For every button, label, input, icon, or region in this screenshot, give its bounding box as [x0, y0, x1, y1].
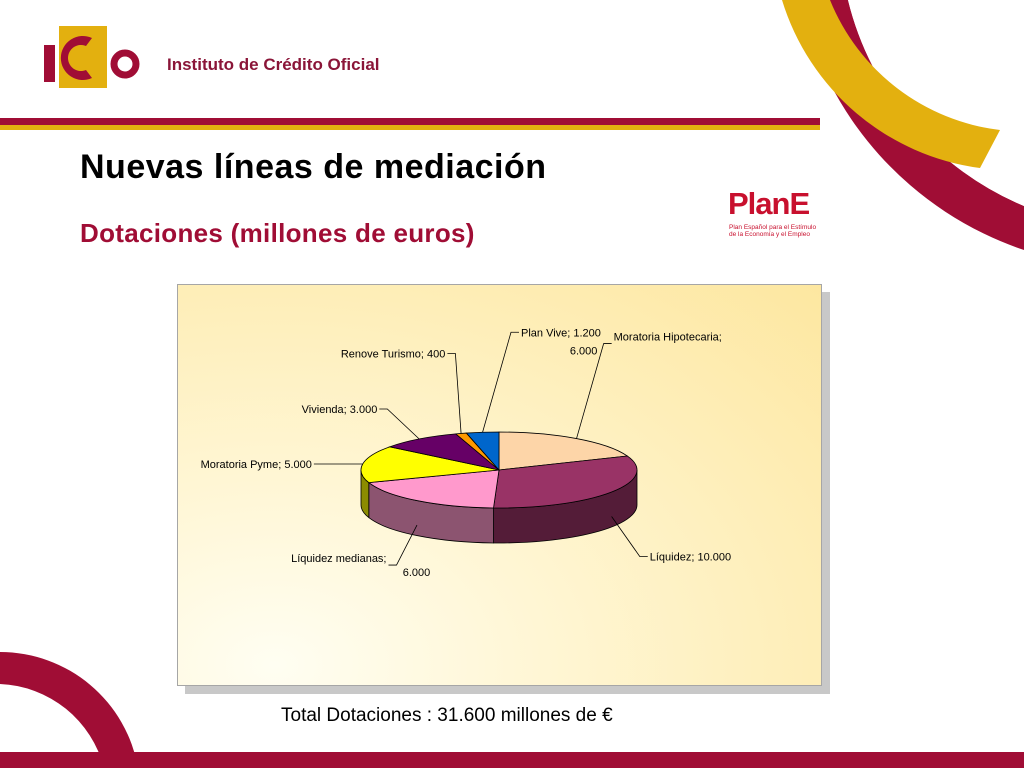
org-name: Instituto de Crédito Oficial: [167, 55, 380, 74]
pie-leader-renove-turismo-400: [447, 353, 461, 433]
plane-logo: [728, 182, 824, 244]
pie-chart: [178, 285, 821, 685]
plane-logo-caption: Plan Español para el Estímulo de la Economía y el Empleo: [729, 224, 817, 238]
pie-label-moratoria-pyme-5-000: Moratoria Pyme; 5.000: [200, 458, 312, 471]
pie-leader-vivienda-3-000: [379, 409, 419, 439]
footer-red-band: [0, 752, 1024, 768]
header-red-stripe: [0, 118, 820, 125]
chart-area: [177, 284, 822, 686]
pie-leader-moratoria-hipotecaria-6-000: [577, 344, 612, 439]
plane-logo-word: PlanE: [728, 186, 810, 221]
pie-label-renove-turismo-400: Renove Turismo; 400: [340, 348, 446, 361]
pie-label-liquidez-medianas-6-000: Líquidez medianas;6.000: [291, 553, 431, 580]
header-yellow-stripe: [0, 125, 820, 130]
pie-label-vivienda-3-000: Vivienda; 3.000: [301, 403, 378, 416]
page-title: Nuevas líneas de mediación: [80, 148, 547, 186]
pie-leader-plan-vive-1-200: [483, 332, 519, 432]
pie-label-plan-vive-1-200: Plan Vive; 1.200: [521, 327, 601, 340]
pie-label-liquidez-10-000: Líquidez; 10.000: [649, 551, 732, 564]
page-subtitle: Dotaciones (millones de euros): [80, 218, 475, 248]
total-footer: Total Dotaciones : 31.600 millones de €: [281, 705, 613, 726]
ico-logo: [44, 26, 136, 88]
pie-label-moratoria-hipotecaria-6-000: Moratoria Hipotecaria; 6.000: [569, 331, 722, 358]
